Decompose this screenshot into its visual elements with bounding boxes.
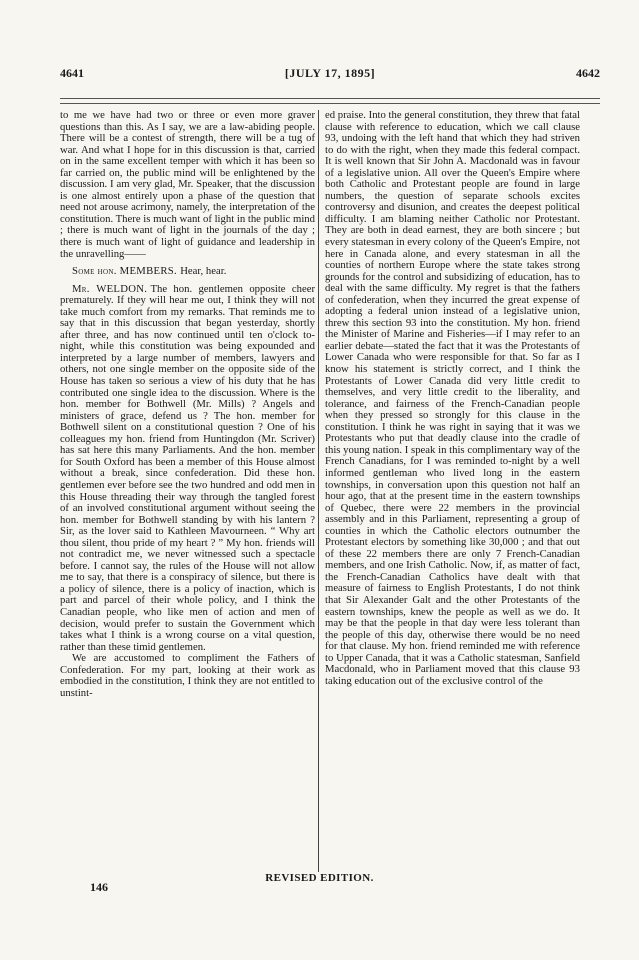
column-divider <box>318 110 319 872</box>
paragraph-text: The hon. gentlemen opposite cheer prematurely. If they will hear me out, I think they will not take much comfort from my remarks. That reminds me to say that in this discussion that began yesterday, shortly after three, and has now continued until ten o'clock to-night, while this constitution was being expounded and interpreted by a large number of members, lawyers and others, not one single member on the opposite side of the House has taken so serious a view of his duty that he has contributed one single idea to the discussion. Where is the hon. member for Bothwell (Mr. Mills) ? Angels and ministers of grace, defend us ? The hon. member for Bothwell silent on a constitutional question ? One of his colleagues my hon. friend from Huntingdon (Mr. Scriver) has sat here this many Parliaments. And the hon. member for South Oxford has been a member of this House almost without a break, since confederation. Did these hon. gentlemen ever before see the two hundred and odd men in this House threading their way through the tangled forest of an involved constitutional argument without seeing the hon. member for Bothwell standing by with his lantern ? Sir, as the lover said to Kathleen Mavourneen. “ Why art thou silent, thou pride of my heart ? ” My hon. friends will not contradict me, we never witnessed such a spectacle before. I cannot say, the rules of the House will not allow me to say, that there is a conspiracy of silence, but there is a policy of silence, there is a policy of inaction, which is part and parcel of their whole policy, and I think the Canadian people, who like men of action and men of decision, would prefer to sustain the Government which takes what I think is a wrong course on a vital question, rather than these timid gentlemen. <box>60 282 316 653</box>
continued-paragraph <box>325 110 580 687</box>
page-header <box>60 66 600 81</box>
right-column <box>325 110 580 687</box>
header-rule-top <box>60 98 600 99</box>
header-date: [JULY 17, 1895] <box>284 66 376 80</box>
page-number-right: 4642 <box>576 66 600 80</box>
paragraph-text: Hear, hear. <box>180 265 227 278</box>
left-column <box>60 110 315 699</box>
header-rule-bottom <box>60 103 600 104</box>
paragraph-text: to me we have had two or three or even more graver questions than this. As I say, we are a law-abiding people. There will be a contest of strength, there will be a tug of war. And what I hope for in this discussion is that, carried on in the same excellent temper with which it has been so far carried on, the public mind will be enlightened by the discussion. I am very glad, Mr. Speaker, that the discussion is one almost entirely upon a phase of the question that need not arouse acrimony, namely, the interpretation of the constitution. There is much want of light in the public mind ; there is much want of light in the journals of the day ; there is much want of light of guidance and leadership in the unravelling—— <box>60 109 315 260</box>
footer-edition-label: REVISED EDITION. <box>265 872 374 884</box>
speaker-paragraph <box>60 284 315 654</box>
bottom-page-number: 146 <box>90 880 108 894</box>
speaker-paragraph <box>60 266 315 278</box>
speaker-name: Some hon. MEMBERS. <box>72 265 178 278</box>
continued-paragraph <box>60 110 315 260</box>
page-number-left: 4641 <box>60 66 84 80</box>
speaker-name: Mr. WELDON. <box>72 282 148 295</box>
paragraph-text: ed praise. Into the general constitution, they threw that fatal clause with reference to education, which we call clause 93, undoing with the left hand that which they had striven to do with the right, when they made this federal compact. It is well known that Sir John A. Macdonald was in favour of a legislative union. All over the Queen's Empire where both Catholic and Protestant people are found in large numbers, the question of separate schools excites controversy and disunion, and creates the deepest political difficulty. I am blaming neither Catholic nor Protestant. They are both in dead earnest, they are both sincere ; but every statesman in every colony of the Queen's Empire, not here in Canada alone, and every statesman in all the counties of northern Europe where the state takes strong grounds for the control and subsidizing of education, has to deal with the same difficulty. My regret is that the fathers of confederation, when they incurred the great expense of adopting a federal union instead of a legislative union, threw this section 93 into the constitution. My hon. friend the Minister of Marine and Fisheries—if I may refer to an earlier debate—stated the fact that it was the Protestants of Lower Canada who were responsible for that. So far as I know his statement is strictly correct, and I think the Protestants of Lower Canada did very little credit to themselves, and very little credit to the liberality, and tolerance, and fairness of the French-Canadian people when they pressed so strongly for this clause in the constitution. I think he was right in saying that it was we Protestants who put that deadly clause into the cradle of this young nation. I speak in this complimentary way of the French Canadians, for I was reminded to-night by a well informed gentleman who lived long in the eastern townships, in conversation upon this question not half an hour ago, that at the present time in the eastern townships of Quebec, there were 22 members in the provincial assembly and in this Parliament, representing a group of counties in which the Catholic electors outnumber the Protestant electors by something like 30,000 ; and that out of these 22 members there are only 7 French-Canadian members, and one Irish Catholic. Now, if, as matter of fact, the French-Canadian Catholics have dealt with that measure of fairness to English Protestants, I do not think that Sir Alexander Galt and the other Protestants of the eastern townships, knew the people as well as we do. It may be that the people in that day were less tolerant than the people of this day, otherwise there would be no need for that clause. My hon. friend reminded me with reference to Upper Canada, that it was a Catholic statesman, Sanfield Macdonald, who in Parliament moved that this clause 93 taking education out of the exclusive control of the <box>325 109 580 687</box>
footer-edition <box>0 872 639 884</box>
paragraph <box>60 653 315 699</box>
paragraph-text: We are accustomed to compliment the Fathers of Confederation. For my part, looking at their work as embodied in the constitution, I think they are not entitled to unstint- <box>60 652 315 699</box>
